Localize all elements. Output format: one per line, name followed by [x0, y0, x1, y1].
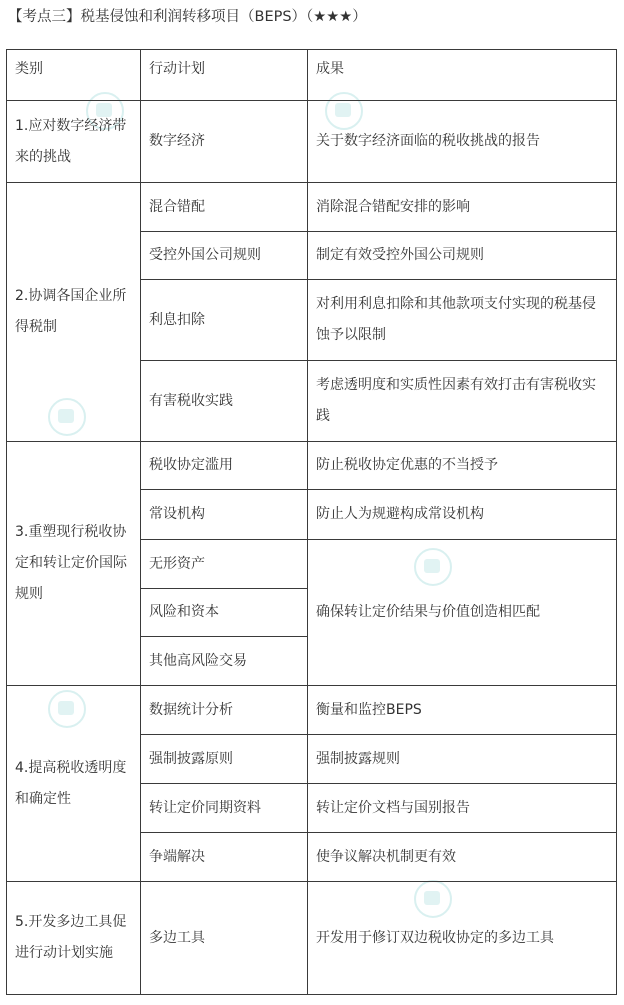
action-cell: 争端解决 [141, 833, 308, 882]
category-cell: 1.应对数字经济带来的挑战 [7, 101, 141, 183]
page-title: 【考点三】税基侵蚀和利润转移项目（BEPS）（★★★） [8, 9, 367, 25]
result-cell: 对利用利息扣除和其他款项支付实现的税基侵蚀予以限制 [308, 280, 617, 361]
category-cell: 4.提高税收透明度和确定性 [7, 686, 141, 882]
action-cell: 无形资产 [141, 540, 308, 589]
result-cell: 考虑透明度和实质性因素有效打击有害税收实践 [308, 361, 617, 442]
result-cell: 转让定价文档与国别报告 [308, 784, 617, 833]
table-row [7, 183, 617, 232]
category-cell: 3.重塑现行税收协定和转让定价国际规则 [7, 442, 141, 686]
result-cell: 防止税收协定优惠的不当授予 [308, 442, 617, 490]
action-cell: 风险和资本 [141, 589, 308, 637]
table-row [7, 442, 617, 490]
table-row [7, 101, 617, 183]
action-cell: 多边工具 [141, 882, 308, 995]
action-cell: 利息扣除 [141, 280, 308, 361]
action-cell: 数据统计分析 [141, 686, 308, 735]
result-cell: 制定有效受控外国公司规则 [308, 232, 617, 280]
table-header-row [7, 50, 617, 101]
header-category: 类别 [7, 50, 141, 101]
action-cell: 税收协定滥用 [141, 442, 308, 490]
beps-table [6, 49, 617, 995]
action-cell: 常设机构 [141, 490, 308, 540]
result-cell: 使争议解决机制更有效 [308, 833, 617, 882]
result-cell: 关于数字经济面临的税收挑战的报告 [308, 101, 617, 183]
action-cell: 强制披露原则 [141, 735, 308, 784]
result-cell: 强制披露规则 [308, 735, 617, 784]
category-cell: 5.开发多边工具促进行动计划实施 [7, 882, 141, 995]
category-cell: 2.协调各国企业所得税制 [7, 183, 141, 442]
result-cell: 消除混合错配安排的影响 [308, 183, 617, 232]
header-result: 成果 [308, 50, 617, 101]
action-cell: 转让定价同期资料 [141, 784, 308, 833]
result-cell: 开发用于修订双边税收协定的多边工具 [308, 882, 617, 995]
action-cell: 受控外国公司规则 [141, 232, 308, 280]
action-cell: 有害税收实践 [141, 361, 308, 442]
header-action-plan: 行动计划 [141, 50, 308, 101]
action-cell: 混合错配 [141, 183, 308, 232]
table-row [7, 686, 617, 735]
result-cell: 防止人为规避构成常设机构 [308, 490, 617, 540]
table-row [7, 882, 617, 995]
action-cell: 其他高风险交易 [141, 637, 308, 686]
result-cell: 衡量和监控BEPS [308, 686, 617, 735]
result-cell: 确保转让定价结果与价值创造相匹配 [308, 540, 617, 686]
action-cell: 数字经济 [141, 101, 308, 183]
